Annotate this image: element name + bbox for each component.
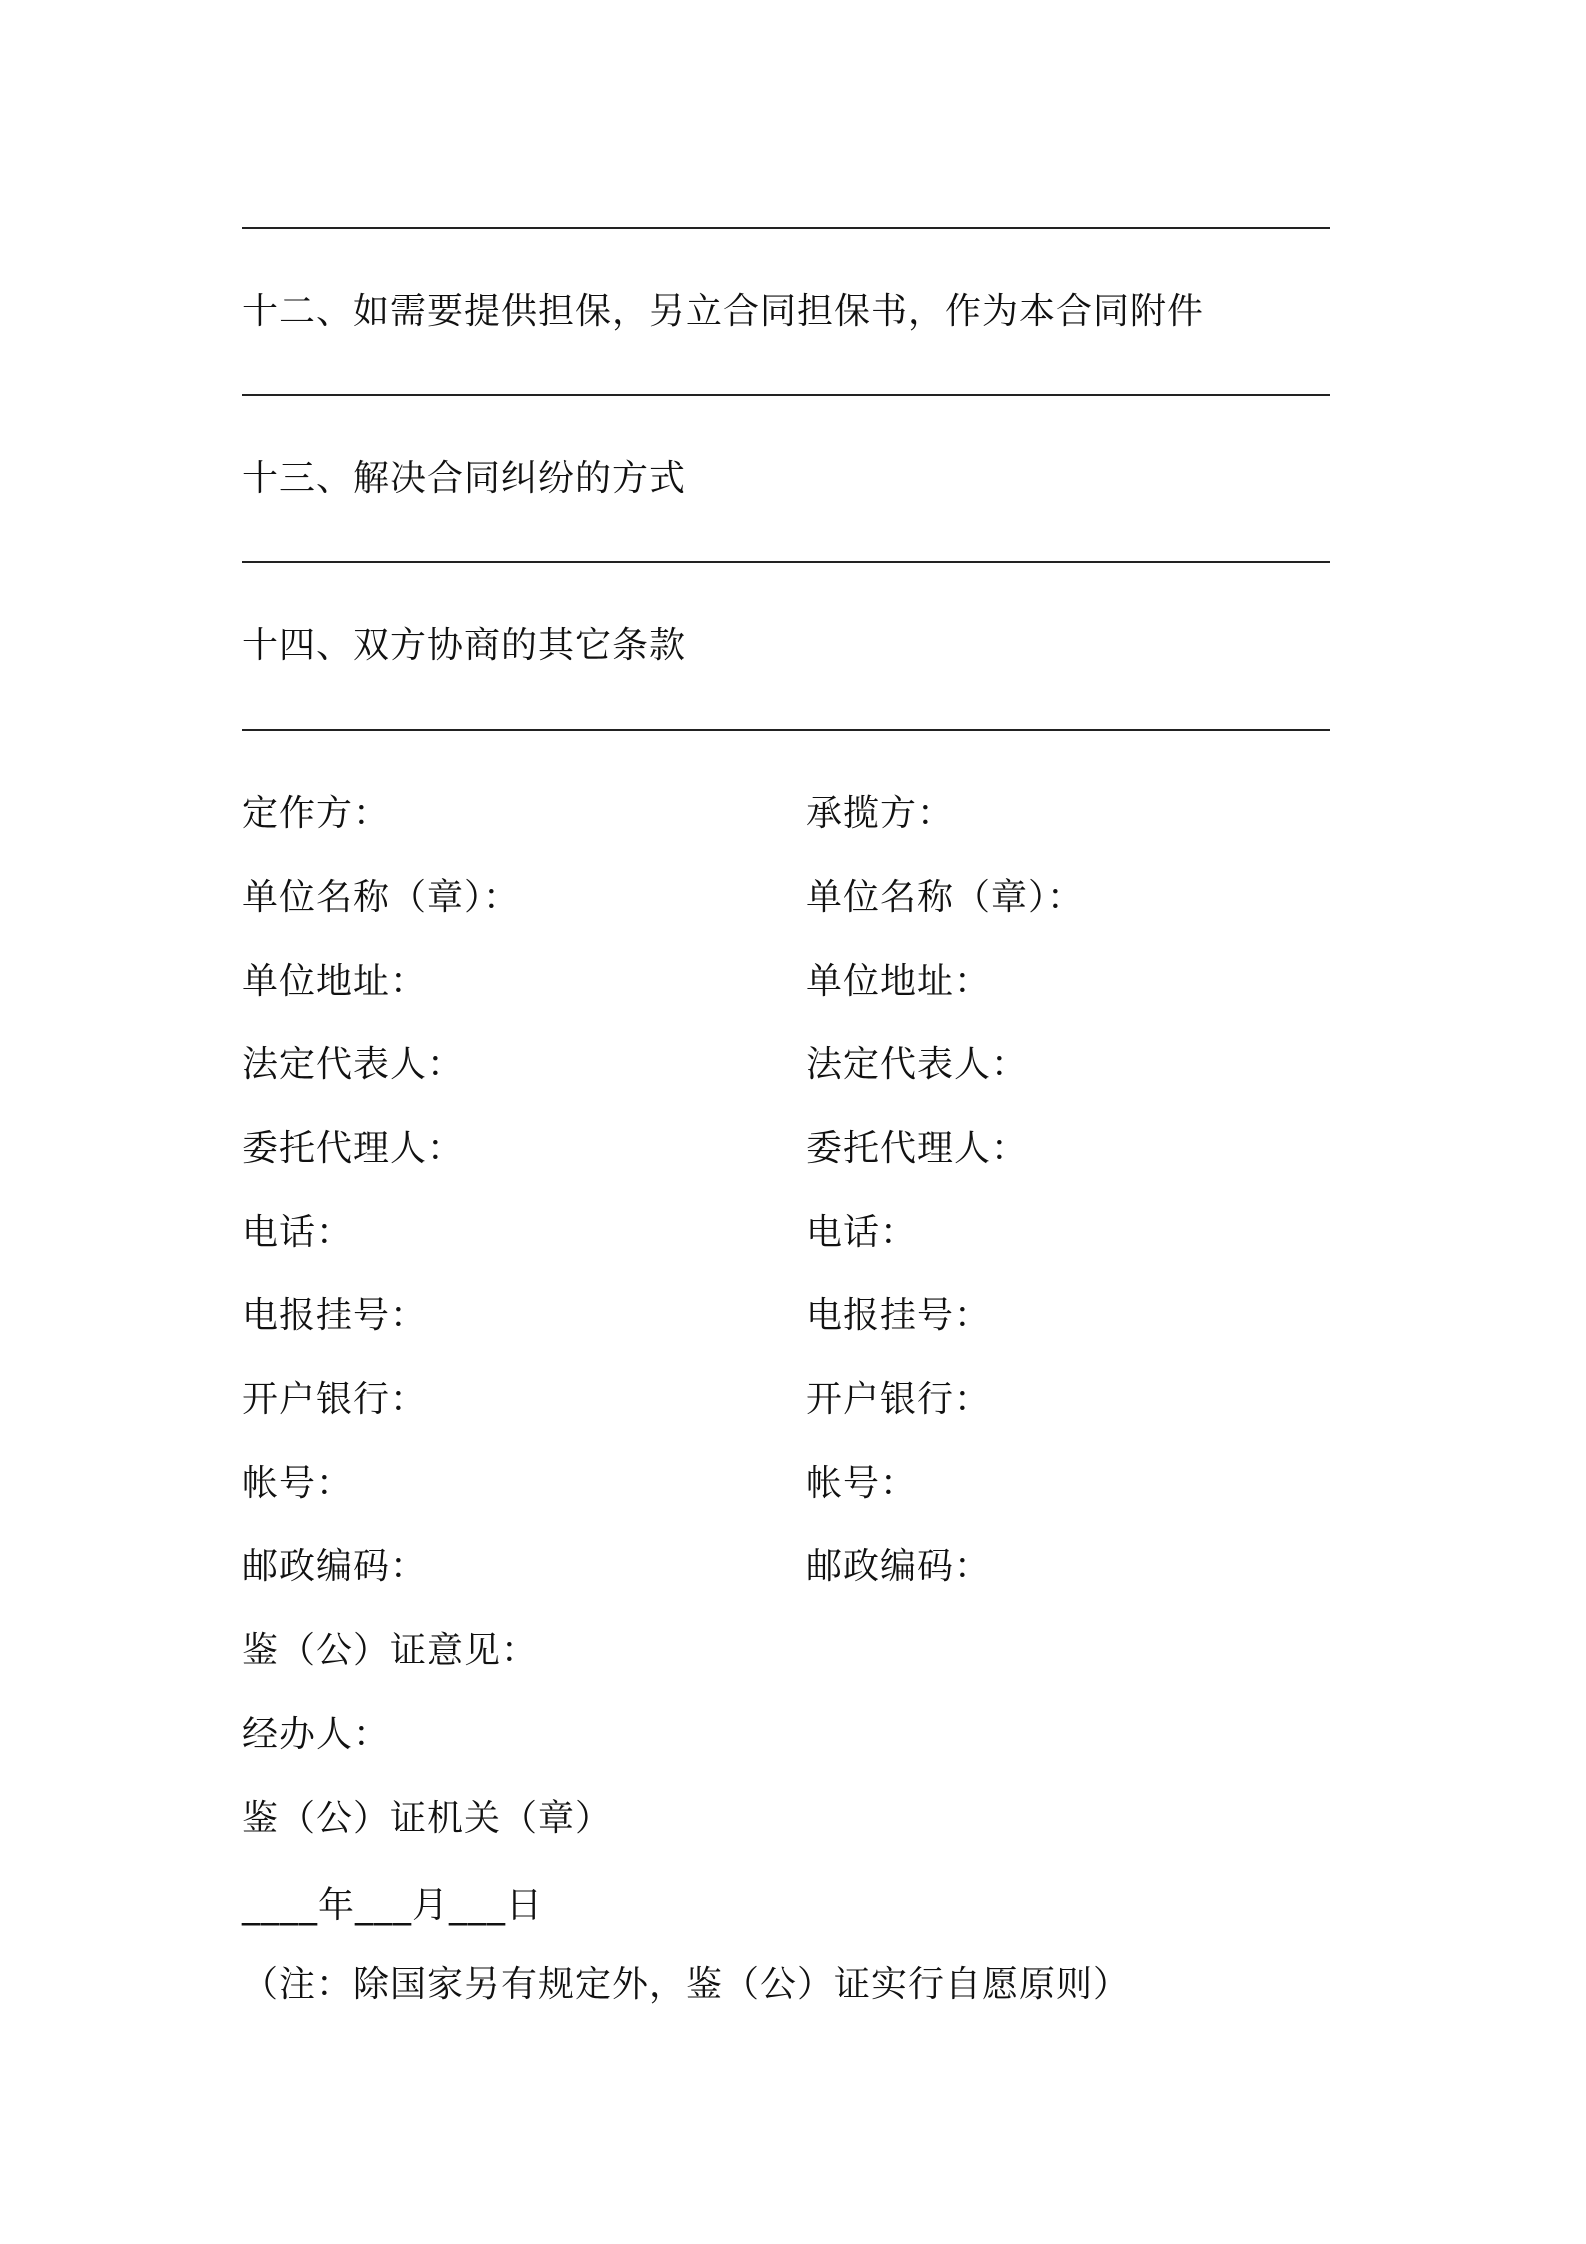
contractor-unit-name-label: 单位名称（章）： xyxy=(242,877,521,918)
undertaker-unit-name-label: 单位名称（章）： xyxy=(806,877,1085,918)
notary-date: ____年___月___日 xyxy=(242,1885,544,1926)
undertaker-address-label: 单位地址： xyxy=(806,961,992,1002)
clause-13: 十三、解决合同纠纷的方式 xyxy=(242,458,687,499)
blank-line-2 xyxy=(242,394,1330,396)
undertaker-party-label: 承揽方： xyxy=(806,793,955,834)
undertaker-legal-rep-label: 法定代表人： xyxy=(806,1044,1029,1085)
blank-line-4 xyxy=(242,729,1330,731)
undertaker-bank-label: 开户银行： xyxy=(806,1379,992,1420)
undertaker-account-label: 帐号： xyxy=(806,1463,918,1504)
contractor-phone-label: 电话： xyxy=(242,1212,354,1253)
undertaker-telegraph-label: 电报挂号： xyxy=(806,1295,992,1336)
notary-office-label: 鉴（公）证机关（章） xyxy=(242,1798,613,1839)
undertaker-postcode-label: 邮政编码： xyxy=(806,1546,992,1587)
blank-line-1 xyxy=(242,227,1330,229)
undertaker-phone-label: 电话： xyxy=(806,1212,918,1253)
contractor-legal-rep-label: 法定代表人： xyxy=(242,1044,465,1085)
contractor-postcode-label: 邮政编码： xyxy=(242,1546,428,1587)
contractor-address-label: 单位地址： xyxy=(242,961,428,1002)
clause-14: 十四、双方协商的其它条款 xyxy=(242,625,687,666)
notary-handler-label: 经办人： xyxy=(242,1714,391,1755)
notary-opinion-label: 鉴（公）证意见： xyxy=(242,1630,539,1671)
contractor-agent-label: 委托代理人： xyxy=(242,1128,465,1169)
contractor-telegraph-label: 电报挂号： xyxy=(242,1295,428,1336)
clause-12: 十二、如需要提供担保，另立合同担保书，作为本合同附件 xyxy=(242,291,1205,332)
notary-note: （注：除国家另有规定外，鉴（公）证实行自愿原则） xyxy=(242,1964,1131,2005)
contractor-party-label: 定作方： xyxy=(242,793,391,834)
undertaker-agent-label: 委托代理人： xyxy=(806,1128,1029,1169)
blank-line-3 xyxy=(242,561,1330,563)
contractor-account-label: 帐号： xyxy=(242,1463,354,1504)
contractor-bank-label: 开户银行： xyxy=(242,1379,428,1420)
